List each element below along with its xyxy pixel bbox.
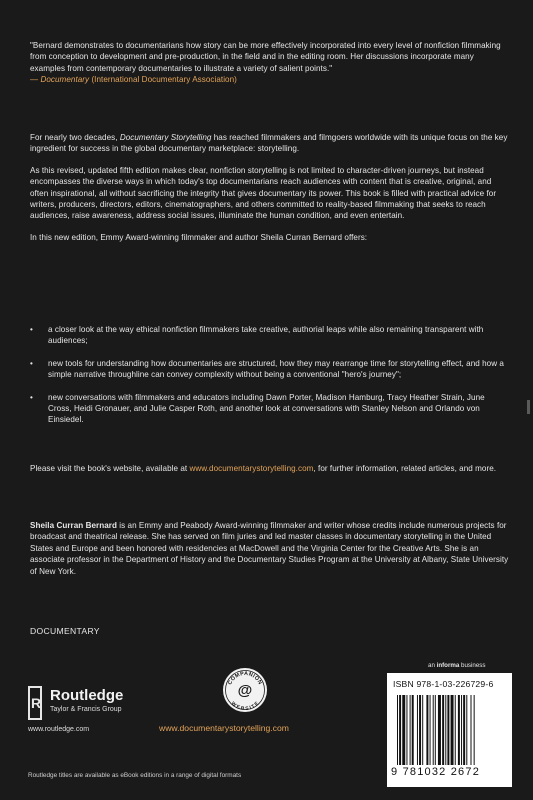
informa-prefix: an <box>428 662 437 669</box>
publisher-group: Taylor & Francis Group <box>50 706 122 713</box>
quote-attribution <box>30 74 510 85</box>
author-name: Sheila Curran Bernard <box>30 521 117 530</box>
attribution-org: (International Documentary Association) <box>89 75 237 85</box>
logo-letter: R <box>31 695 42 711</box>
ebook-footnote: Routledge titles are available as eBook editions in a range of digital formats <box>28 772 242 779</box>
intro-paragraph-3: In this new edition, Emmy Award-winning filmmaker and author Sheila Curran Bernard offers: <box>30 232 368 242</box>
bullet-icon: • <box>30 358 33 368</box>
feature-list <box>30 324 510 437</box>
barcode-icon <box>395 695 507 765</box>
edge-marker <box>527 400 530 414</box>
author-bio-text: is an Emmy and Peabody Award-winning filmmaker and writer whose credits include numerous projects for broadcast and theatrical release. She has served on film juries and led master classes in documentary storytelling in the United States and Europe and been honored with residencies at MacDowell and the Virginia Center for the Creative Arts. She is an associate professor in the Department of History and the Documentary Studies Program at the University at Albany, State University of New York. <box>30 521 509 576</box>
book-description <box>30 132 510 243</box>
badge-top-text: COMPANION <box>227 670 263 686</box>
quote-text: "Bernard demonstrates to documentarians how story can be more effectively incorporated into every level of nonfiction filmmaking from conception to development and pre-production, in the field and in the editing room. Her discussions incorporate many examples from contemporary documentaries to illustrate a variety of salient points." <box>30 41 501 73</box>
review-quote <box>30 40 510 86</box>
companion-website-link[interactable]: www.documentarystorytelling.com <box>159 723 289 733</box>
intro-paragraph-2: As this revised, updated fifth edition makes clear, nonfiction storytelling is not limited to character-driven journeys, but instead encompasses the diverse ways in which today's top documentarians reach audiences with content that is creative, original, and often inspirational, all without sacrificing the integrity that gives documentary its power. This book is filled with practical advice for writers, producers, directors, editors, cinematographers, and others committed to reality-based filmmaking that seeks to reach audiences, raise awareness, address social issues, illuminate the human condition, and even entertain. <box>30 165 497 221</box>
publisher-name: Routledge <box>50 687 124 704</box>
isbn-barcode-panel <box>387 673 512 787</box>
informa-brand: informa <box>436 662 460 669</box>
website-note <box>30 463 510 474</box>
website-link[interactable]: www.documentarystorytelling.com <box>189 464 314 473</box>
attribution-dash: — <box>30 75 41 85</box>
intro-paragraph-1 <box>30 132 510 155</box>
list-item <box>30 358 510 381</box>
publisher-url[interactable]: www.routledge.com <box>28 726 90 733</box>
badge-at-symbol: @ <box>237 682 253 699</box>
informa-tagline <box>428 662 485 669</box>
bullet-icon: • <box>30 325 33 334</box>
barcode-digits: 9 781032 2672 <box>391 766 481 778</box>
author-bio <box>30 520 510 577</box>
informa-suffix: business <box>459 662 486 669</box>
isbn-number: ISBN 978-1-03-226729-6 <box>393 679 494 689</box>
list-item-text: new conversations with filmmakers and educators including Dawn Porter, Madison Hamburg, Tracy Heather Strain, June Cross, Heidi Gronauer, and Julie Casper Roth, and another look at conversations with Stanley Nelson and Orlando von Einsiedel. <box>48 392 485 425</box>
list-item-text: new tools for understanding how documentaries are structured, how they may rearrange time for storytelling effect, and how a simple narrative throughline can convey complexity without being a conventional "hero's journey"; <box>48 358 504 380</box>
list-item <box>30 324 510 347</box>
publisher-logo <box>28 684 228 744</box>
intro-p1-title: Documentary Storytelling <box>119 133 212 142</box>
subject-category: DOCUMENTARY <box>30 626 100 636</box>
intro-p1-start: For nearly two decades, <box>30 133 120 142</box>
list-item <box>30 392 510 426</box>
list-item-text: a closer look at the way ethical nonfiction filmmakers take creative, authorial leaps while also remaining transparent with audiences; <box>48 325 484 346</box>
intro-p1-rest: has reached filmmakers and filmgoers worldwide with its unique focus on the key ingredient for success in the global documentary marketplace: storytelling. <box>30 133 508 154</box>
routledge-mark-icon <box>28 686 42 720</box>
companion-website-badge-icon <box>222 667 268 713</box>
visit-text-after: , for further information, related articles, and more. <box>313 464 497 473</box>
visit-text-before: Please visit the book's website, available at <box>30 464 190 473</box>
bullet-icon: • <box>30 392 33 402</box>
attribution-source: Documentary <box>40 75 90 85</box>
badge-bottom-text: WEBSITE <box>229 700 261 713</box>
